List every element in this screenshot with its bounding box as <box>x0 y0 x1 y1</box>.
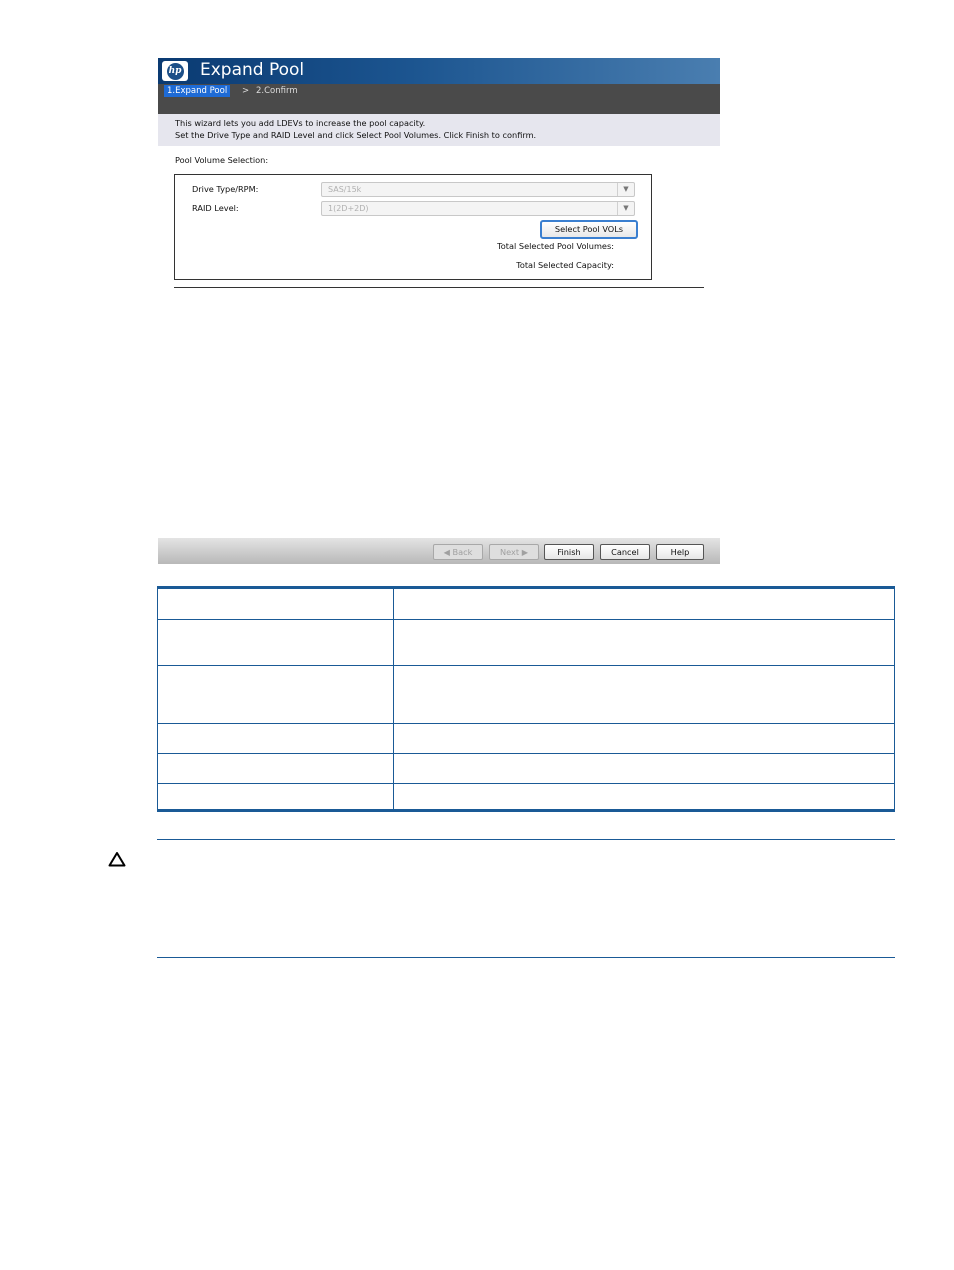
cancel-button[interactable]: Cancel <box>600 544 650 560</box>
next-label: Next <box>500 547 520 557</box>
next-button[interactable] <box>489 544 539 560</box>
wizard-footer <box>158 538 720 564</box>
drive-type-label: Drive Type/RPM: <box>192 184 259 194</box>
table-row <box>158 666 894 724</box>
chevron-right-icon: ▶ <box>521 547 528 557</box>
back-button[interactable] <box>433 544 483 560</box>
hp-logo <box>162 61 188 81</box>
table-row <box>158 724 894 754</box>
instruction-line-2: Set the Drive Type and RAID Level and click Select Pool Volumes. Click Finish to confirm. <box>175 130 537 140</box>
caution-bottom-rule <box>157 957 895 958</box>
caution-icon <box>108 851 126 867</box>
wizard-instructions <box>158 114 720 146</box>
step-expand-pool[interactable]: 1.Expand Pool <box>164 85 230 97</box>
table-row <box>158 784 894 809</box>
divider <box>174 287 704 288</box>
select-pool-vols-button[interactable]: Select Pool VOLs <box>540 220 638 239</box>
table-row <box>158 620 894 666</box>
table-row <box>158 754 894 784</box>
wizard-steps <box>158 84 720 114</box>
back-label: Back <box>452 547 473 557</box>
raid-level-value: 1(2D+2D) <box>328 204 369 213</box>
field-description-table <box>157 586 895 812</box>
expand-pool-wizard <box>158 58 720 564</box>
drive-type-value: SAS/15k <box>328 185 362 194</box>
title-bar <box>158 58 720 84</box>
step-confirm[interactable]: 2.Confirm <box>256 86 298 96</box>
raid-level-label: RAID Level: <box>192 203 239 213</box>
total-selected-capacity-label: Total Selected Capacity: <box>516 260 614 270</box>
window-title: Expand Pool <box>200 60 305 80</box>
finish-button[interactable]: Finish <box>544 544 594 560</box>
chevron-down-icon[interactable]: ▼ <box>617 202 634 215</box>
hp-logo-mark: hp <box>167 63 184 80</box>
chevron-left-icon: ◀ <box>443 547 450 557</box>
table-header-row <box>158 589 894 620</box>
pool-volume-selection-label: Pool Volume Selection: <box>175 155 269 165</box>
raid-level-select[interactable] <box>321 201 635 216</box>
drive-type-select[interactable] <box>321 182 635 197</box>
step-separator: > <box>242 86 250 96</box>
help-button[interactable]: Help <box>656 544 704 560</box>
chevron-down-icon[interactable]: ▼ <box>617 183 634 196</box>
pool-volume-selection-panel <box>174 174 652 280</box>
instruction-line-1: This wizard lets you add LDEVs to increase the pool capacity. <box>175 118 426 128</box>
total-selected-pool-volumes-label: Total Selected Pool Volumes: <box>497 241 614 251</box>
caution-top-rule <box>157 839 895 840</box>
